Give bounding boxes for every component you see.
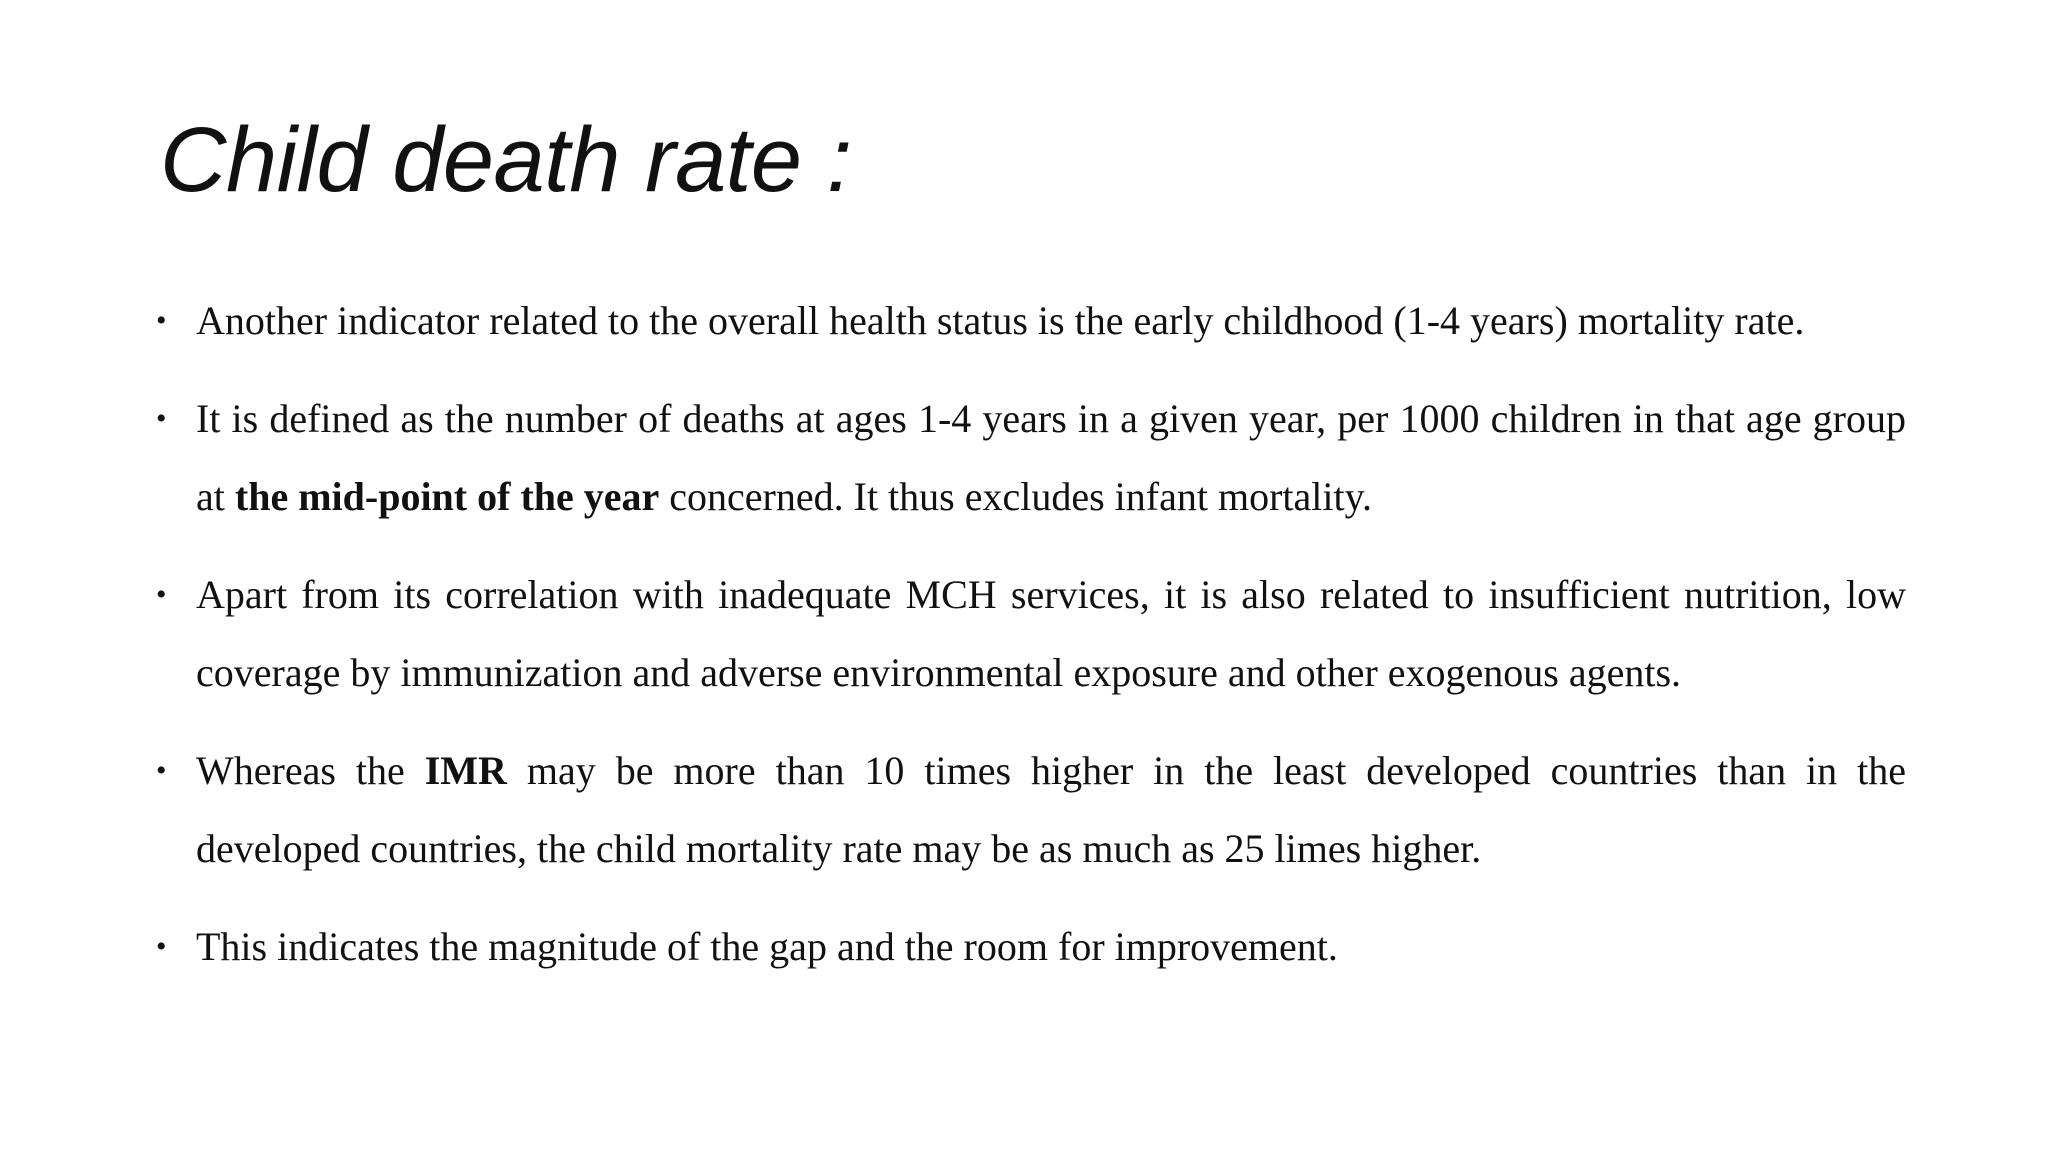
bullet-list (156, 282, 1906, 1006)
bullet-dot-icon: • (156, 578, 167, 611)
bullet-text-part: may be more than 10 times higher in the least developed countries than in the developed countries, the child mortality rate may be as much as 25 limes higher. (196, 748, 1906, 871)
bullet-item (156, 556, 1906, 712)
bullet-text-part: concerned. It thus excludes infant mortality. (659, 474, 1373, 519)
bullet-dot-icon: • (156, 304, 167, 337)
bullet-item (156, 380, 1906, 536)
bullet-text: Apart from its correlation with inadequate MCH services, it is also related to insufficient nutrition, low coverage by immunization and adverse environmental exposure and other exogenous agents. (196, 572, 1906, 695)
bullet-text (196, 396, 1906, 519)
bullet-item (156, 282, 1906, 360)
bullet-text (196, 748, 1906, 871)
bullet-text: This indicates the magnitude of the gap and the room for improvement. (196, 924, 1338, 969)
bullet-dot-icon: • (156, 402, 167, 435)
bullet-item (156, 908, 1906, 986)
bullet-text-bold: the mid-point of the year (234, 474, 660, 519)
bullet-text-bold: IMR (424, 748, 507, 793)
bullet-dot-icon: • (156, 930, 167, 963)
bullet-text-part: It is defined as the number of deaths at ages 1-4 years in a given year, per 1000 children in that age group at (196, 396, 1906, 519)
bullet-text-part: Whereas the (196, 748, 425, 793)
bullet-item (156, 732, 1906, 888)
bullet-text: Another indicator related to the overall health status is the early childhood (1-4 years) mortality rate. (196, 298, 1805, 343)
slide-title: Child death rate : (160, 109, 852, 211)
bullet-dot-icon: • (156, 754, 167, 787)
